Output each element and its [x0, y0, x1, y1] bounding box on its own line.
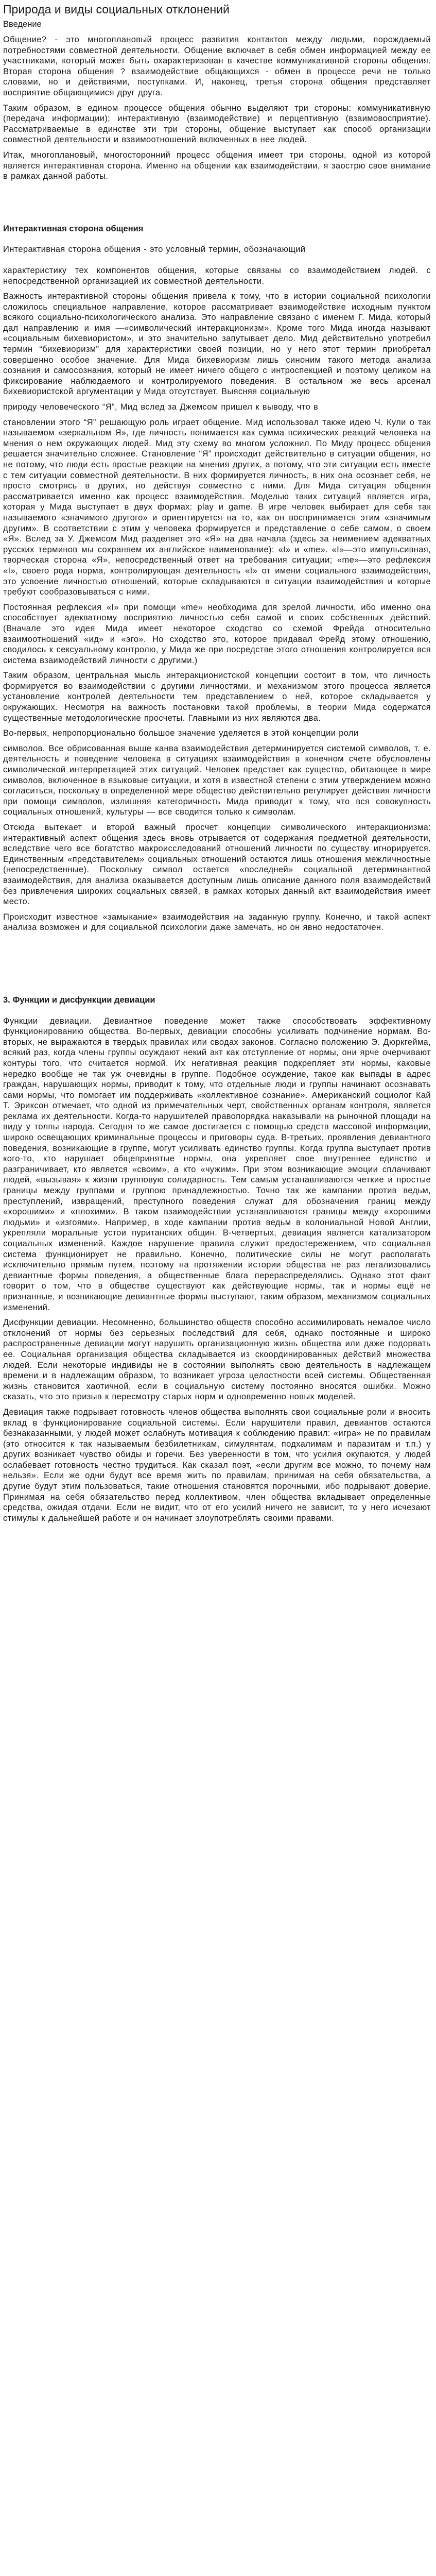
document-subtitle: Введение	[3, 20, 42, 29]
section-paragraph: Таким образом, центральная мысль интеракционистской концепции состоит в том, что личность формируется во взаимодействии с другими личностями, и механизмом этого процесса является установление контролей деятельности тем представлением о ней, которое складывается у окружающих. Несмотря на важность постановки такой проблемы, в теории Мида содержатся существенные методологические просчеты. Главными из них являются два.	[3, 671, 431, 723]
section-paragraph: Дисфункции девиации. Несомненно, большинство обществ способно ассимилировать немалое число отклонений от нормы без серьезных последствий для себя, однако постоянные и широко распространенные девиации могут нарушить организационную жизнь общества или даже подорвать ее. Социальная организация общества складывается из скоординированных действий множества людей. Если некоторые индивиды не в состоянии выполнять свою деятельность в надлежащем времени и в надлежащим образом, то возникает угроза целостности всей системы. Общественная жизнь становится хаотичной, если в социальную систему постоянно вносятся ошибки. Можно сказать, что это призыв к пересмотру старых норм и одновременно новых моделей.	[3, 1318, 431, 1402]
section-paragraph: Интерактивная сторона общения - это условный термин, обозначающий	[3, 245, 306, 255]
section-paragraph: становлении этого “Я” решающую роль играет общение. Мид использовал также идею Ч. Кули о так называемом «зеркальном Я», где личность понимается как сумма психических реакций человека на мнения о нем окружающих людей. Мид эту схему во многом усложнил. По Миду процесс общения решается значительно сложнее. Становление “Я” происходит действительно в ситуации общения, но не потому, что люди есть простые реакции на мнения других, а потому, что эти ситуации есть вместе с тем ситуации совместной деятельности. В них формируется личность, в них она осознает себя, не просто смотрясь в других, но действуя совместно с ними. Для Мида ситуация общения рассматривается именно как процесс взаимодействия. Моделью таких ситуаций является игра, которая у Мида выступает в двух формах: play и game. В игре человек выбирает для себя так называемого «значимого другого» и ориентируется на то, как он воспринимается этим «значимым другим». В соответствии с этим у человека формируется и представление о себе самом, о своем «Я». Вслед за У. Джемсом Мид разделяет это «Я» на два начала (здесь за неимением адекватных русских терминов мы сохраняем их английское наименование): «I» и «me». «I»—это импульсивная, творческая сторона «Я», непосредственный ответ на требования ситуации; «me»—это рефлексия «I», своего рода норма, контролирующая деятельность «I» от имени социального взаимодействия, это усвоение личностью отношений, которые складываются в ситуации взаимодействия и которые требуют сообразовываться с ними.	[3, 417, 431, 597]
section-paragraph: характеристику тех компонентов общения, которые связаны со взаимодействием людей. с непосредственной организацией их совместной деятельности.	[3, 265, 431, 286]
section-paragraph: Во-первых, непропорционально большое значение уделяется в этой концепции роли	[3, 728, 359, 738]
section-paragraph: Важность интерактивной стороны общения привела к тому, что в истории социальной психологии сложилось специальное направление, которое рассматривает взаимодействие исходным пунктом всякого социально-психологического анализа. Это направление связано с именем Г. Мида, который дал направлению и имя —«символический интеракционизм». Кроме того Мида иногда называют «социальным бихевиористом», и это значительно запутывает дело. Мид действительно употребил термин “бихевиоризм” для характеристики своей позиции, но у него этот термин приобретал совершенно особое значение. Для Мида бихевиоризм лишь синоним такого метода анализа сознания и самосознания, который не имеет ничего общего с интроспекцией и поэтому целиком на фиксирование наблюдаемого и контролируемого поведения. В остальном же весь арсенал бихевиористской аргументации у Мида отсутствует. Выясняя социальную	[3, 292, 431, 397]
section-paragraph: Постоянная рефлексия «I» при помощи «me» необходима для зрелой личности, ибо именно она способствует адекватному восприятию личностью себя самой и своих собственных действий. (Вначале это идея Мида имеет некоторое сходство со схемой Фрейда относительно взаимоотношений «ид» и «эго». Но сходство это, которое придавал Фрейд этому отношению, сводилось к сексуальному контролю, у Мида же при посредстве этого отношения контролируется вся система взаимодействий личности с другими.)	[3, 602, 431, 665]
section-paragraph: Функции девиации. Девиантное поведение может также способствовать эффективному функционированию общества. Во-первых, девиации способны усиливать подчинение нормам. Во-вторых, не выражаются в твердых правилах или сводах законов. Согласно положению Э. Дюркгейма, всякий раз, когда члены группы осуждают некий акт как отступление от нормы, они ярче очерчивают контуры того, что считается нормой. Их негативная реакция подкрепляет эти нормы, каковые нередко вообще не так уж очевидны в группе. Подобное осуждение, такое как выпады в адрес граждан, нарушающих нормы, приводит к тому, что отдельные люди и группы начинают осознавать сами нормы, что помогает им поддерживать «коллективное сознание». Американский социолог Кай Т. Эриксон отмечает, что одной из примечательных черт, свойственных органам контроля, является реклама их деятельности. Когда-то нарушителей правопорядка наказывали на рыночной площади на виду у толпы народа. Сегодня то же самое достигается с помощью средств массовой информации, широко освещающих криминальные процессы и приговоры суда. В-третьих, проявления девиантного поведения, возникающие в группе, могут усиливать единство группы. Когда группа выступает против кого-то, кто нарушает общепринятые нормы, она укрепляет свое внутреннее единство и разграничивает, кто является «своим», а кто «чужим». При этом возникающие эмоции сплачивают людей, «вызывая» к жизни групповую солидарность. Тем самым устанавливаются четкие и простые границы между группами и группою принадлежностью. Точно так же кампании против ведьм, преступлений, извращений, преступного поведения служат для обозначения границ между «хорошими» и «плохими». В таком взаимодействии устанавливаются границы между «хорошими людьми» и «изгоями». Например, в ходе кампании против ведьм в колониальной Новой Англии, укрепляли моральные устои пуританских общин. В-четвертых, девиация является катализатором социальных изменений. Каждое нарушение правила служит предостережением, что социальная система функционирует не правильно. Конечно, политические силы не могут располагать исключительно прямым путем, поэтому на протяжении истории общества не раз легализовались девиантные формы поведения, а общественные блага перераспределялись. Однако этот факт говорит о том, что в обществе существуют как действующие нормы, так и нормы ещё не признанные, и возникающие девиантные формы выступают, таким образом, механизмом социальных изменений.	[3, 1016, 431, 1312]
document-title: Природа и виды социальных отклонений	[3, 3, 230, 16]
section-paragraph: Происходит известное «замыкание» взаимодействия на заданную группу. Конечно, и такой аспект анализа возможен и для социальной психологии даже замечать, но он явно недостаточен.	[3, 912, 431, 933]
section-paragraph: природу человеческого “Я”, Мид вслед за Джемсом пришел к выводу, что в	[3, 402, 319, 412]
section-paragraph: Девиация также подрывает готовность членов общества выполнять свои социальные роли и вносить вклад в функционирование социальной системы. Если нарушители правил, девиантов остаются безнаказанными, у людей может ослабнуть мотивация к соблюдению правил: «игра» не по правилам (это относится к так называемым безбилетникам, симулянтам, подхалимам и паразитам и т.п.) у других возникает чувство обиды и горечи. Без уверенности в том, что усилия окупаются, у людей ослабевает готовность честно трудиться. Как сказал поэт, «если другим все можно, то почему нам нельзя». Если же одни будут все время жить по правилам, принимая на себя обязательства, а другие будут этим пользоваться, такие отношения становятся порочными, ибо подрывают доверие. Принимая на себя обязательство перед коллективом, член общества вкладывает определенные средства, ожидая отдачи. Если не видит, что от его усилий ничего не зависит, то у него исчезают стимулы к дальнейшей работе и он начинает злоупотреблять своими правами.	[3, 1407, 431, 1523]
intro-paragraph: Таким образом, в едином процессе общения обычно выделяют три стороны: коммуникативную (передача информации); интерактивную (взаимодействие) и перцептивную (взаимовосприятие). Рассматриваемые в единстве эти три стороны, общение выступает как способ организации совместной деятельности и взаимоотношений включенных в нее людей.	[3, 103, 431, 145]
section-paragraph: Отсюда вытекает и второй важный просчет концепции символического интеракционизма: интерактивный аспект общения здесь вновь отрывается от содержания предметной деятельности, вследствие чего все богатство макроисследований отношений личности по существу игнорируется. Единственным «представителем» социальных отношений остаются лишь отношения межличностные (непосредственные). Поскольку символ остается «последней» социальной детерминантной взаимодействия, для анализа оказывается доступным лишь описание данного поля взаимодействий без привлечения широких социальных связей, в рамках которых данный акт взаимодействия имеет место.	[3, 823, 431, 907]
section-heading-deviation: 3. Функции и дисфункции девиации	[3, 995, 155, 1005]
intro-paragraph: Итак, многоплановый, многосторонний процесс общения имеет три стороны, одной из которой является интерактивная сторона. Именно на общении как взаимодействии, я заострю свое внимание в рамках данной работы.	[3, 150, 431, 181]
section-paragraph: символов. Все обрисованная выше канва взаимодействия детерминируется системой символов, т. е. деятельность и поведение человека в ситуациях взаимодействия в конечном счете обусловлены символической интерпретацией этих ситуаций. Человек предстает как существо, обитающее в мире символов, включенное в языковые ситуации, и хотя в известной степени с этим утверждением можно согласиться, поскольку в определенной мере общество действительно регулирует действия личности при помощи символов, излишняя категоричность Мида приводит к тому, что вся совокупность социальных отношений, культуры — все сводится только к символам.	[3, 743, 431, 817]
section-heading-interactive: Интерактивная сторона общения	[3, 224, 144, 233]
intro-paragraph: Общение? - это многоплановый процесс развития контактов между людьми, порождаемый потребностями совместной деятельности. Общение включает в себя обмен информацией между ее участниками, который может быть охарактеризован в качестве коммуникативной стороны общения. Вторая сторона общения ? взаимодействие общающихся - обмен в процессе речи не только словами, но и действиями, поступками. И, наконец, третья сторона общения представляет восприятие общающимися друг друга.	[3, 35, 431, 97]
